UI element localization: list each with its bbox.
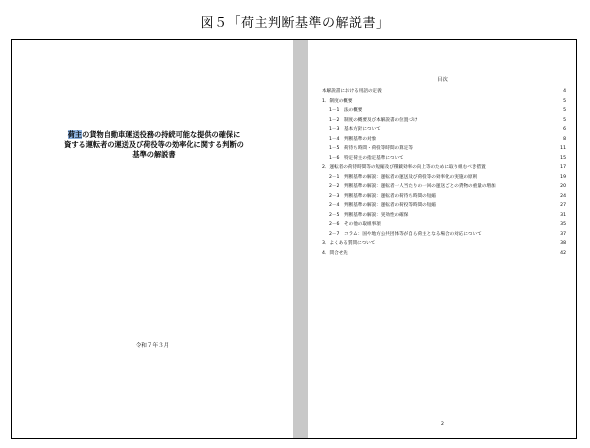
toc-entry-number: 1－1 (329, 108, 340, 113)
cover-page (12, 40, 293, 439)
toc-entry-page: 19 (560, 174, 566, 180)
toc-entry-text: 判断基準の解説：運転者の荷役等時間の短縮 (344, 203, 436, 208)
document-viewer[interactable] (11, 39, 577, 439)
toc-entry-page: 11 (560, 146, 566, 151)
toc-entry-number: 2－2 (329, 184, 340, 189)
highlighted-text[interactable]: 荷主 (67, 130, 83, 139)
toc-entry-text: 判断基準の対象 (344, 136, 377, 142)
toc-entry[interactable] (322, 135, 566, 145)
toc-entry-number: 1－4 (329, 136, 340, 142)
toc-entry[interactable] (322, 249, 566, 259)
toc-entry-label (322, 182, 554, 192)
toc-entry[interactable] (322, 116, 566, 126)
toc-entry[interactable] (322, 201, 566, 211)
toc-entry[interactable] (322, 230, 566, 240)
toc-entry[interactable] (322, 163, 566, 173)
toc-entry-label (322, 144, 554, 154)
cover-title-line2: 資する運転者の運送及び荷役等の効率化に関する判断の (64, 140, 244, 149)
toc-entry-label (322, 116, 554, 126)
toc-entry-page: 20 (560, 184, 566, 189)
toc-entry-page: 24 (560, 193, 566, 199)
toc-entry-label (322, 173, 554, 183)
toc-entry-label (322, 125, 554, 135)
toc-entry-page: 5 (563, 117, 566, 123)
toc-entry-number: 2－3 (329, 193, 340, 199)
toc-entry-page: 15 (560, 155, 566, 161)
toc-entry-page: 42 (560, 250, 566, 256)
toc-entry-page: 6 (563, 127, 566, 132)
toc-title: 目次 (437, 77, 448, 83)
toc-entry-text: 荷待ち時間・荷役等時間の算定等 (344, 146, 413, 151)
toc-entry-text: 本解説書における用語の定義 (322, 89, 382, 94)
toc-entry[interactable] (322, 211, 566, 221)
toc-entry-label (322, 201, 554, 211)
toc-entry-number: 2－5 (329, 212, 340, 218)
cover-title (32, 130, 276, 160)
toc-entry-label (322, 97, 554, 107)
toc-entry-label (322, 211, 554, 221)
toc-entry-page: 38 (560, 241, 566, 246)
toc-entry-text: 制度の概要及び本解説書の位置づけ (344, 117, 418, 123)
toc-entry-label (322, 249, 554, 259)
toc-entry[interactable] (322, 154, 566, 164)
toc-entry-number: 1－2 (329, 117, 340, 123)
toc-entry-label (322, 239, 554, 249)
toc-entry[interactable] (322, 144, 566, 154)
toc-entry[interactable] (322, 182, 566, 192)
toc-entry-text: 判断基準の解説：運転者の運送及び荷役等の効率化の実施の原則 (344, 174, 478, 180)
toc-entry[interactable] (322, 106, 566, 116)
toc-entry-number: 2－6 (329, 222, 340, 227)
toc-entry-number: 2－1 (329, 174, 340, 180)
toc-entry-text: 2．運転者の荷待時間等の短縮及び積載効率の向上等のために取り組むべき措置 (322, 165, 486, 170)
toc-entry-label (322, 230, 554, 240)
cover-title-line1: の貨物自動車運送役務の持続可能な提供の確保に (82, 130, 241, 139)
toc-entry-label (322, 154, 554, 164)
toc-entry[interactable] (322, 97, 566, 107)
toc-entry-number: 1－6 (329, 155, 340, 161)
toc-entry-page: 27 (560, 203, 566, 208)
toc-entry[interactable] (322, 192, 566, 202)
toc-entry-page: 17 (560, 165, 566, 170)
toc-entry-text: コラム：国や地方公共団体等が自ら荷主となる場合の対応について (344, 231, 482, 237)
page-number: 2 (441, 422, 444, 427)
toc-entry-label (322, 220, 554, 230)
toc-entry-number: 2－7 (329, 231, 340, 237)
toc-entry-number: 1－5 (329, 146, 340, 151)
toc-entry-number: 2－4 (329, 203, 340, 208)
toc-entry-text: 特定荷主の指定基準について (344, 155, 404, 161)
toc-entry-page: 37 (560, 231, 566, 237)
toc-entry-label (322, 106, 554, 116)
toc-entry-text: 3．よくある質問について (322, 241, 376, 246)
toc-entry-text: 基本方針について (344, 127, 381, 132)
toc-entry-text: 判断基準の解説：運転者の荷待ち時間の短縮 (344, 193, 436, 199)
toc-entry-page: 8 (563, 136, 566, 142)
toc-entry-page: 4 (563, 89, 566, 94)
figure-caption: 図５「荷主判断基準の解説書」 (200, 16, 390, 31)
toc-entry[interactable] (322, 87, 566, 97)
toc-entry-label (322, 87, 554, 97)
toc-entry-number: 1－3 (329, 127, 340, 132)
toc-entry[interactable] (322, 173, 566, 183)
toc-entry-text: 1．制度の概要 (322, 98, 353, 104)
toc-list (322, 87, 566, 258)
toc-entry-label (322, 163, 554, 173)
toc-entry-text: 判断基準の解説：実効性の確保 (344, 212, 409, 218)
toc-entry[interactable] (322, 220, 566, 230)
toc-entry-label (322, 192, 554, 202)
toc-entry-text: 判断基準の解説：運転者一人当たりの一回の運送ごとの貨物の重量の増加 (344, 184, 496, 189)
cover-title-line3: 基準の解説書 (132, 150, 176, 159)
toc-entry[interactable] (322, 239, 566, 249)
toc-entry-text: 4．問合せ先 (322, 250, 348, 256)
toc-entry-text: 法の概要 (344, 108, 363, 113)
toc-entry-page: 35 (560, 222, 566, 227)
toc-entry-label (322, 135, 554, 145)
cover-date: 令和７年３月 (135, 343, 170, 349)
toc-entry-page: 31 (560, 212, 566, 218)
toc-entry[interactable] (322, 125, 566, 135)
toc-entry-text: その他の取組事項 (344, 222, 381, 227)
toc-page (308, 40, 577, 439)
toc-entry-page: 5 (563, 108, 566, 113)
toc-entry-page: 5 (563, 98, 566, 104)
